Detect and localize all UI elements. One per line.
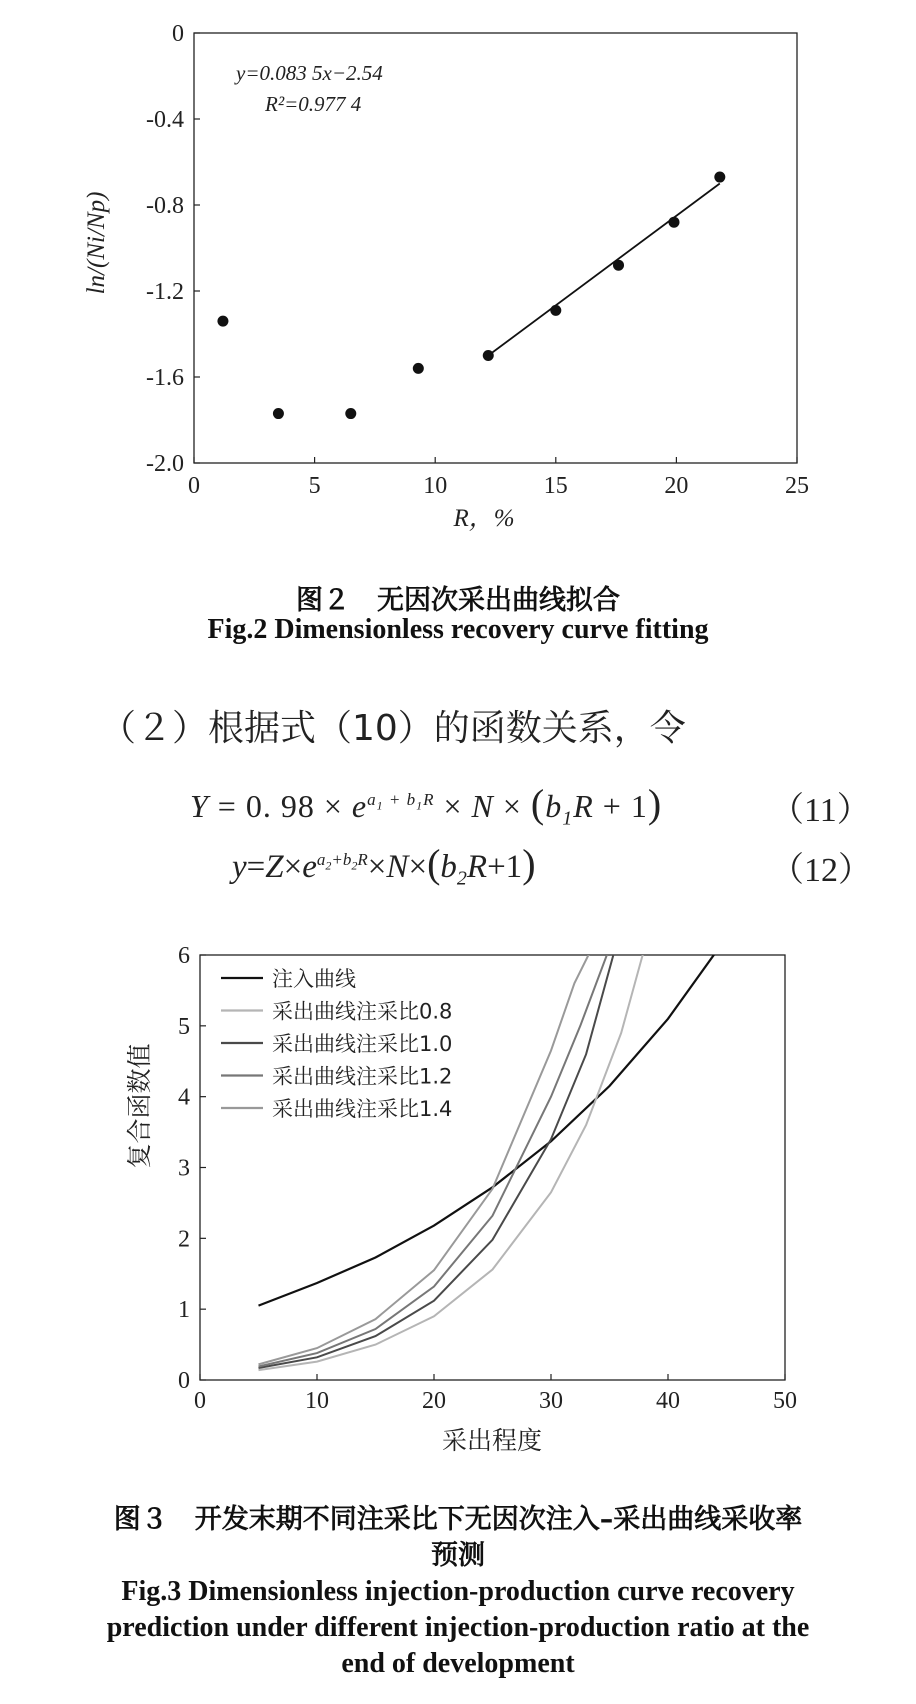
- fig3-caption-en-line2: prediction under different injection-production ratio at the: [106, 1612, 810, 1643]
- fig3-caption-en-line3: end of development: [341, 1648, 575, 1679]
- fig2-equation: y=0.083 5x−2.54: [236, 61, 383, 85]
- fig2-y-tick-label: -0.4: [146, 107, 184, 133]
- fig3-series-line-0: [259, 937, 727, 1305]
- fig3-x-tick-label: 0: [194, 1388, 206, 1414]
- fig2-x-tick-label: 25: [785, 473, 809, 499]
- fig3-legend-label-0: 注入曲线: [272, 967, 356, 991]
- fig2-x-tick-label: 10: [423, 473, 448, 499]
- equation-11-number: （11）: [770, 792, 871, 829]
- fig3-ylabel: 复合函数值: [125, 1043, 154, 1169]
- fig2-data-point: [613, 260, 624, 271]
- fig3-x-tick-label: 20: [422, 1388, 446, 1414]
- fig2-y-tick-label: -2.0: [146, 451, 184, 477]
- fig2-x-tick-label: 20: [664, 473, 689, 499]
- fig3-caption-cn-line2: 预测: [431, 1540, 485, 1571]
- equation-11: Y = 0. $98 \times e^{a_1 + b_1R} \times N \times (b_1R + 1)$: [190, 781, 663, 830]
- fig3-legend-label-2: 采出曲线注采比1.0: [272, 1032, 453, 1056]
- fig2-data-point: [483, 350, 494, 361]
- fig3-x-tick-label: 30: [539, 1388, 563, 1414]
- fig2-data-point: [714, 172, 725, 183]
- fig2-y-tick-label: -0.8: [146, 193, 184, 219]
- fig2-caption-en: Fig.2 Dimensionless recovery curve fitting: [207, 614, 709, 645]
- fig3-x-tick-label: 40: [656, 1388, 680, 1414]
- figure-3-chart: [0, 930, 916, 1460]
- fig2-data-point: [550, 305, 561, 316]
- fig3-y-tick-label: 6: [178, 943, 190, 969]
- fig2-data-point: [413, 363, 424, 374]
- fig3-x-tick-label: 50: [773, 1388, 797, 1414]
- fig3-y-tick-label: 1: [178, 1297, 190, 1324]
- fig2-y-tick-label: 0: [172, 21, 184, 47]
- fig2-x-tick-label: 15: [543, 473, 568, 499]
- fig3-caption-cn-line1: 图３ 开发末期不同注采比下无因次注入–采出曲线采收率: [113, 1504, 803, 1535]
- fig2-y-tick-label: -1.2: [146, 279, 184, 305]
- fig3-y-tick-label: 0: [178, 1368, 190, 1394]
- fig2-ylabel: ln/(Ni/Np): [83, 191, 110, 295]
- fig3-legend-label-3: 采出曲线注采比1.2: [272, 1064, 453, 1089]
- fig2-r2: R²=0.977 4: [265, 92, 362, 116]
- fig2-x-tick-label: 5: [308, 473, 321, 499]
- fig3-legend-label-4: 采出曲线注采比1.4: [272, 1097, 453, 1121]
- fig2-data-point: [668, 217, 679, 228]
- fig3-caption-en-line1: Fig.3 Dimensionless injection-production curve recovery: [121, 1576, 795, 1607]
- body-paragraph: （２）根据式（10）的函数关系，令: [100, 708, 686, 749]
- fig2-xlabel: R，%: [453, 505, 515, 532]
- fig3-legend-label-1: 采出曲线注采比0.8: [272, 999, 453, 1024]
- fig3-y-tick-label: 2: [178, 1226, 190, 1253]
- fig2-data-point: [345, 408, 356, 419]
- fig2-data-point: [217, 316, 228, 327]
- fig3-y-tick-label: 3: [178, 1155, 190, 1182]
- figure-2-chart: [0, 0, 916, 540]
- fig3-x-tick-label: 10: [305, 1388, 329, 1414]
- fig2-fit-line: [488, 184, 720, 356]
- fig3-y-tick-label: 4: [178, 1084, 190, 1111]
- fig2-x-tick-label: 0: [188, 473, 200, 499]
- fig3-xlabel: 采出程度: [441, 1426, 543, 1455]
- fig3-y-tick-label: 5: [178, 1013, 190, 1040]
- fig2-data-point: [273, 408, 284, 419]
- equation-12: $y=Z\times e^{a_2+b_2R}\times N\times(b_2R+1)$: [232, 841, 536, 890]
- fig2-caption-cn: 图２ 无因次采出曲线拟合: [296, 585, 620, 616]
- equation-12-number: （12）: [770, 852, 872, 889]
- fig2-y-tick-label: -1.6: [146, 365, 184, 391]
